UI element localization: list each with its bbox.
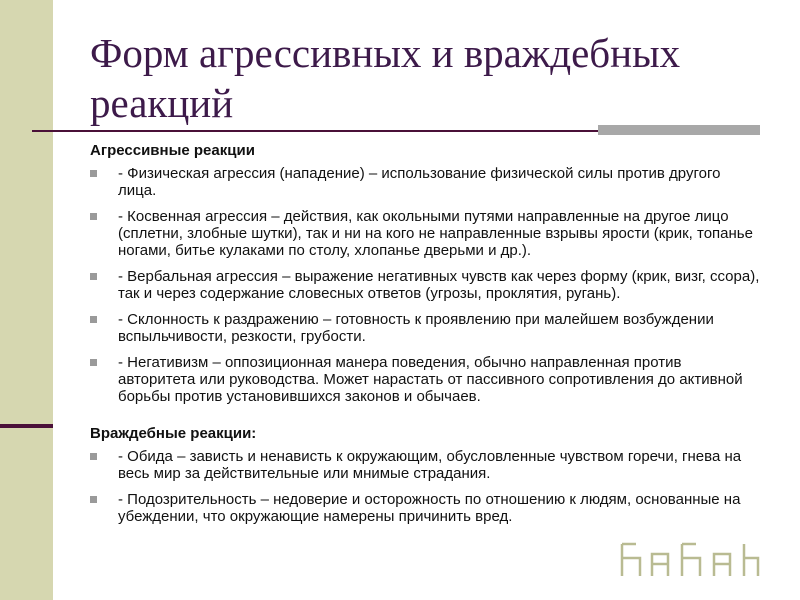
square-bullet-icon <box>90 453 97 460</box>
left-accent-band <box>0 0 53 600</box>
list-item <box>90 165 760 199</box>
square-bullet-icon <box>90 496 97 503</box>
slide-body <box>90 142 760 534</box>
list-item-text: - Вербальная агрессия – выражение негативных чувств как через форму (крик, визг, ссора), так и через содержание словесных ответов (угрозы, проклятия, ругань). <box>118 268 760 302</box>
list-item-text: - Подозрительность – недоверие и осторожность по отношению к людям, основанные на убеждении, что окружающие намерены причинить вред. <box>118 491 741 525</box>
square-bullet-icon <box>90 170 97 177</box>
list-item-text: - Косвенная агрессия – действия, как окольными путями направленные на другое лицо (сплетни, злобные шутки), так и ни на кого не направленные взрывы ярости (крик, топанье ногами, битье кулаками по столу, хлопанье дверьми и др.). <box>118 208 753 259</box>
list-item <box>90 448 760 482</box>
list-item <box>90 208 760 259</box>
square-bullet-icon <box>90 273 97 280</box>
list-item-text: - Обида – зависть и ненависть к окружающим, обусловленные чувством горечи, гнева на весь мир за действительные или мнимые страдания. <box>118 448 742 482</box>
slide-title: Форм агрессивных и враждебных реакций <box>90 30 681 126</box>
square-bullet-icon <box>90 359 97 366</box>
list-item <box>90 268 760 302</box>
list-item <box>90 354 760 405</box>
list-item-text: - Склонность к раздражению – готовность к проявлению при малейшем возбуждении вспыльчивости, резкости, грубости. <box>118 311 714 345</box>
title-underline-accent <box>598 125 760 135</box>
square-bullet-icon <box>90 316 97 323</box>
left-accent-divider <box>0 424 53 428</box>
list-item <box>90 311 760 345</box>
list-item-text: - Физическая агрессия (нападение) – использование физической силы против другого лица. <box>118 165 721 199</box>
section-heading-hostile: Враждебные реакции: <box>90 425 257 442</box>
square-bullet-icon <box>90 213 97 220</box>
aggressive-reactions-list <box>90 165 760 405</box>
list-item-text: - Негативизм – оппозиционная манера поведения, обычно направленная против авторитета или руководства. Может нарастать от пассивного сопротивления до активной борьбы против установившихся законов и обычаев. <box>118 354 743 405</box>
section-heading-aggressive: Агрессивные реакции <box>90 142 255 159</box>
list-item <box>90 491 760 525</box>
chair-silhouette-icon <box>612 540 762 580</box>
hostile-reactions-list <box>90 448 760 525</box>
